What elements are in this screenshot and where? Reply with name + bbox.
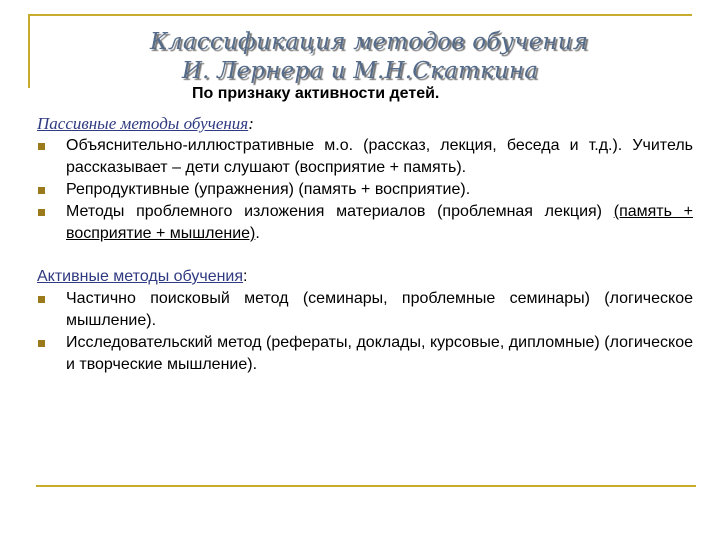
passive-heading-text: Пассивные методы обучения bbox=[37, 114, 249, 133]
frame-top-line bbox=[28, 14, 692, 16]
square-bullet-icon bbox=[38, 143, 45, 150]
active-methods-list bbox=[37, 288, 693, 376]
frame-bottom-line bbox=[36, 485, 696, 487]
list-item bbox=[37, 201, 693, 245]
square-bullet-icon bbox=[38, 209, 45, 216]
list-item-text: Исследовательский метод (рефераты, доклады, курсовые, дипломные) (логическое и творческие мышление). bbox=[66, 334, 693, 373]
heading-colon: : bbox=[248, 114, 254, 133]
active-methods-heading bbox=[37, 266, 693, 288]
square-bullet-icon bbox=[38, 340, 45, 347]
active-heading-text: Активные методы обучения bbox=[37, 268, 244, 285]
list-item-text: Методы проблемного изложения материалов (проблемная лекция) bbox=[66, 203, 614, 220]
list-item bbox=[37, 288, 693, 332]
list-item bbox=[37, 135, 693, 179]
frame-left-line bbox=[28, 14, 30, 88]
list-item-text: Объяснительно-иллюстративные м.о. (рассказ, лекция, беседа и т.д.). Учитель рассказывает – дети слушают (восприятие + память). bbox=[66, 137, 693, 176]
square-bullet-icon bbox=[38, 296, 45, 303]
list-item-text: Частично поисковый метод (семинары, проблемные семинары) (логическое мышление). bbox=[66, 290, 693, 329]
passive-methods-list bbox=[37, 135, 693, 245]
list-item-text: Репродуктивные (упражнения) (память + восприятие). bbox=[66, 181, 471, 198]
title-line-1: Классификация методов обучения bbox=[150, 29, 589, 55]
heading-colon: : bbox=[243, 268, 248, 285]
slide-title bbox=[150, 28, 589, 86]
list-item-end: . bbox=[255, 225, 260, 242]
square-bullet-icon bbox=[38, 187, 45, 194]
list-item-underlined-text: (память + восприятие + мышление) bbox=[66, 203, 694, 242]
list-item bbox=[37, 332, 693, 376]
slide-content bbox=[37, 113, 693, 376]
list-item bbox=[37, 179, 693, 201]
title-line-2: И. Лернера и М.Н.Скаткина bbox=[181, 58, 539, 84]
slide-subtitle: По признаку активности детей. bbox=[192, 85, 440, 102]
passive-methods-heading bbox=[37, 113, 693, 135]
